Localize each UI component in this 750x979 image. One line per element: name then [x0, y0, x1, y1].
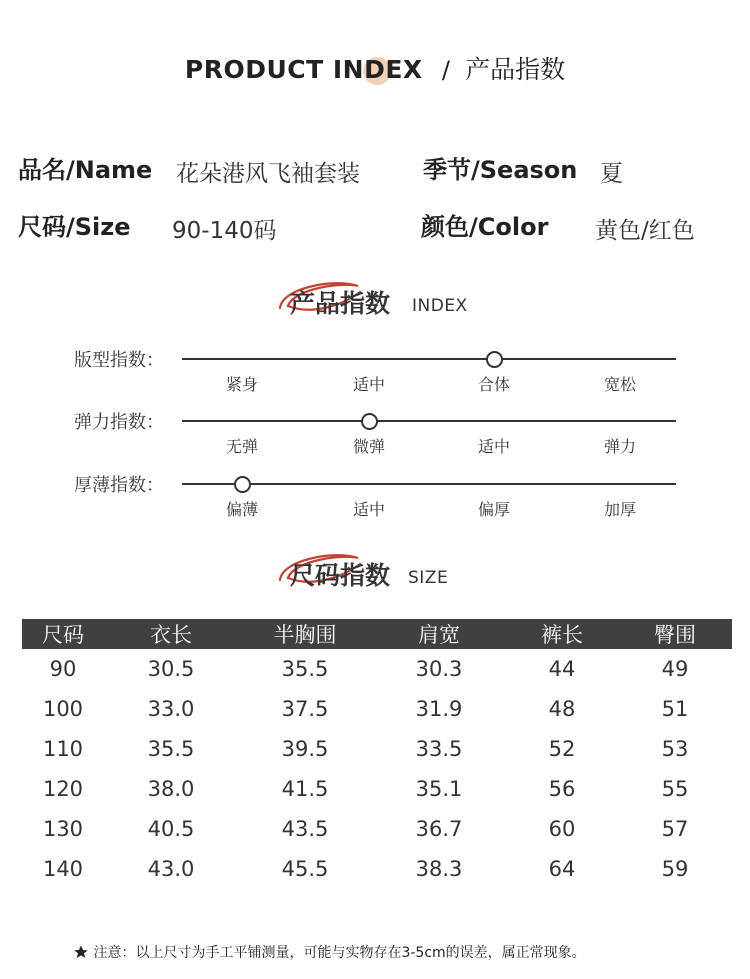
table-cell: 33.5: [415, 737, 463, 761]
table-cell: 30.3: [415, 657, 463, 681]
table-cell: 56: [548, 777, 576, 801]
table-cell: 51: [661, 697, 689, 721]
index-tick-label: 紧身: [225, 375, 258, 394]
header-separator: /: [441, 56, 450, 84]
table-cell: 60: [548, 817, 576, 841]
table-cell: 33.0: [147, 697, 195, 721]
size-value: 90-140码: [172, 218, 277, 244]
index-tick-label: 适中: [352, 500, 385, 519]
color-value: 黄色/红色: [595, 218, 695, 244]
table-row: [22, 809, 732, 849]
table-cell: 43.5: [281, 817, 329, 841]
table-cell: 30.5: [147, 657, 195, 681]
table-cell: 100: [42, 697, 84, 721]
index-track: [182, 483, 676, 485]
table-cell: 37.5: [281, 697, 329, 721]
table-cell: 41.5: [281, 777, 329, 801]
size-table: [22, 619, 732, 889]
index-label: 版型指数：: [74, 350, 164, 371]
note-text: 注意：以上尺寸为手工平铺测量，可能与实物存在3-5cm的误差，属正常现象。: [93, 945, 586, 961]
table-cell: 45.5: [281, 857, 329, 881]
table-header-cell: 肩宽: [372, 619, 506, 649]
table-cell: 40.5: [147, 817, 195, 841]
table-row: [22, 849, 732, 889]
table-cell: 120: [42, 777, 84, 801]
table-cell: 64: [548, 857, 576, 881]
name-label: 品名/Name: [18, 156, 153, 184]
table-cell: 52: [548, 737, 576, 761]
table-header-cell: 半胸围: [238, 619, 372, 649]
table-cell: 35.5: [281, 657, 329, 681]
table-row: [22, 769, 732, 809]
index-tick-label: 偏薄: [225, 500, 258, 519]
table-cell: 31.9: [415, 697, 463, 721]
table-cell: 36.7: [415, 817, 463, 841]
table-row: [22, 729, 732, 769]
season-label: 季节/Season: [423, 156, 578, 184]
table-cell: 55: [661, 777, 689, 801]
table-cell: 53: [661, 737, 689, 761]
index-tick-label: 加厚: [603, 500, 636, 519]
index-track: [182, 358, 676, 360]
index-tick-label: 偏厚: [477, 500, 510, 519]
index-knob: [486, 351, 503, 368]
size-section-title: 尺码指数: [290, 561, 391, 590]
table-header-row: [22, 619, 732, 649]
index-label: 弹力指数：: [74, 412, 164, 433]
table-cell: 43.0: [147, 857, 195, 881]
table-cell: 35.1: [415, 777, 463, 801]
index-track: [182, 420, 676, 422]
table-cell: 140: [42, 857, 84, 881]
size-label: 尺码/Size: [18, 213, 131, 241]
table-cell: 110: [42, 737, 84, 761]
table-cell: 35.5: [147, 737, 195, 761]
table-cell: 48: [548, 697, 576, 721]
table-header-cell: 衣长: [104, 619, 238, 649]
index-section-subtitle: INDEX: [412, 296, 468, 316]
table-cell: 130: [42, 817, 84, 841]
table-cell: 38.0: [147, 777, 195, 801]
table-header-cell: 臀围: [618, 619, 732, 649]
table-cell: 90: [49, 657, 77, 681]
measurement-note: [73, 942, 586, 962]
index-tick-label: 适中: [477, 437, 510, 456]
size-section-subtitle: SIZE: [408, 568, 449, 588]
name-value: 花朵港风飞袖套装: [176, 161, 360, 187]
index-tick-label: 合体: [477, 375, 510, 394]
index-tick-label: 弹力: [603, 437, 636, 456]
star-icon: [73, 944, 89, 960]
table-cell: 59: [661, 857, 689, 881]
header-chinese: 产品指数: [465, 55, 566, 84]
table-cell: 38.3: [415, 857, 463, 881]
index-tick-label: 适中: [352, 375, 385, 394]
index-knob: [234, 476, 251, 493]
index-section-title: 产品指数: [290, 289, 391, 318]
index-tick-label: 宽松: [603, 375, 636, 394]
table-row: [22, 689, 732, 729]
table-body: [22, 649, 732, 889]
table-cell: 44: [548, 657, 576, 681]
page-header: [0, 50, 750, 90]
table-cell: 49: [661, 657, 689, 681]
season-value: 夏: [600, 161, 623, 187]
index-tick-label: 微弹: [352, 437, 385, 456]
index-tick-label: 无弹: [225, 437, 258, 456]
table-header-cell: 尺码: [22, 619, 104, 649]
index-knob: [361, 413, 378, 430]
table-cell: 57: [661, 817, 689, 841]
header-english: PRODUCT INDEX: [184, 55, 423, 84]
table-header-cell: 裤长: [506, 619, 618, 649]
table-cell: 39.5: [281, 737, 329, 761]
table-row: [22, 649, 732, 689]
color-label: 颜色/Color: [421, 213, 549, 241]
index-label: 厚薄指数：: [74, 475, 164, 496]
